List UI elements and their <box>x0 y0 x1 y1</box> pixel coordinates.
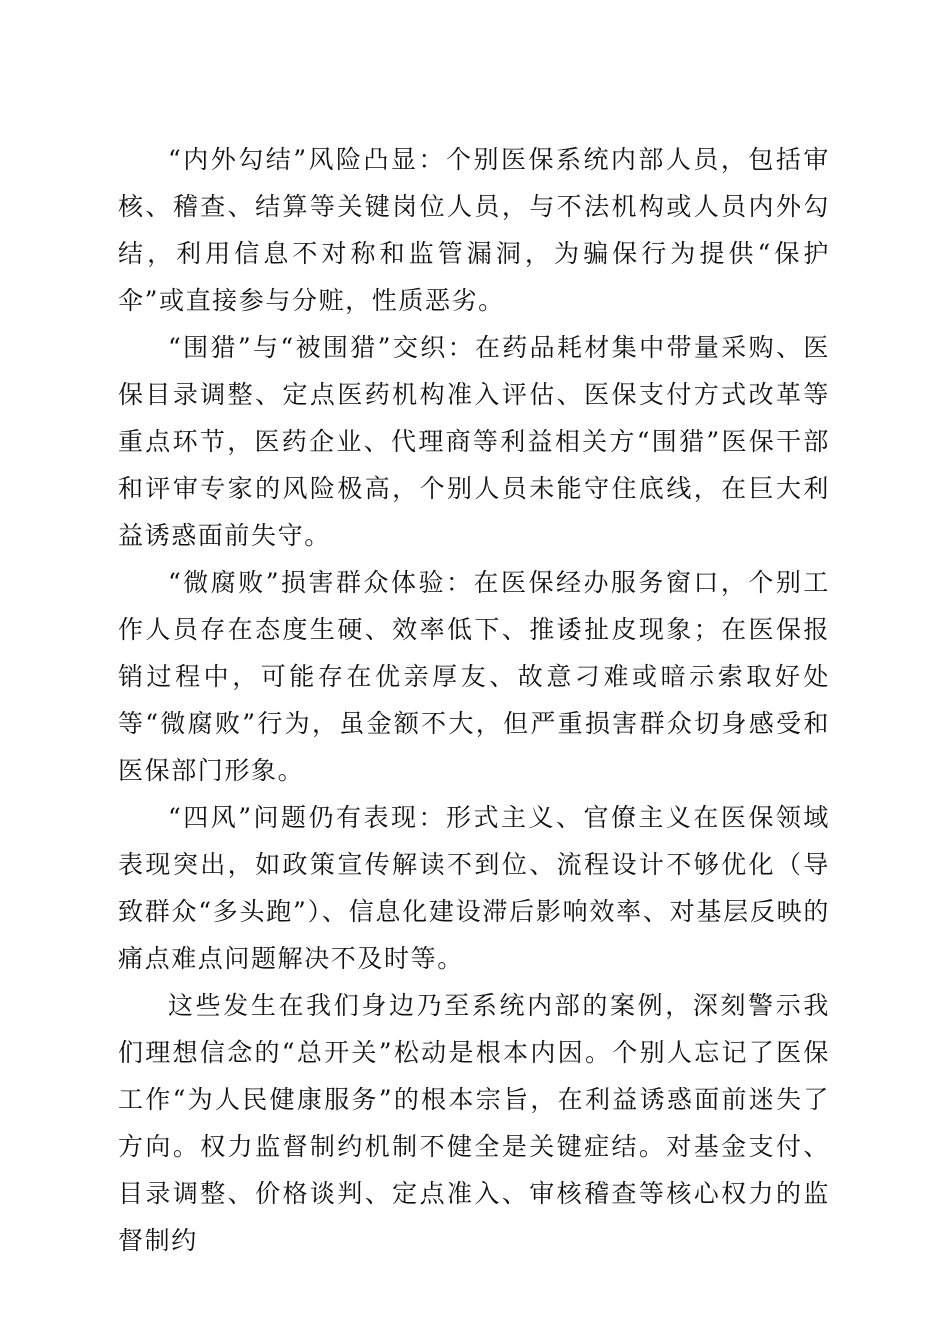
paragraph-collusion-risk: “内外勾结”风险凸显：个别医保系统内部人员，包括审核、稽查、结算等关键岗位人员，与不法机构或人员内外勾结，利用信息不对称和监管漏洞，为骗保行为提供“保护伞”或直接参与分赃，性质恶劣。 <box>118 145 830 315</box>
paragraph-micro-corruption: “微腐败”损害群众体验：在医保经办服务窗口，个别工作人员存在态度生硬、效率低下、推诿扯皮现象；在医保报销过程中，可能存在优亲厚友、故意刁难或暗示索取好处等“微腐败”行为，虽金额不大，但严重损害群众切身感受和医保部门形象。 <box>118 568 830 785</box>
paragraph-four-winds: “四风”问题仍有表现：形式主义、官僚主义在医保领域表现突出，如政策宣传解读不到位、流程设计不够优化（导致群众“多头跑”）、信息化建设滞后影响效率、对基层反映的痛点难点问题解决不及时等。 <box>118 803 830 973</box>
document-body <box>118 136 830 1264</box>
paragraph-warning-analysis: 这些发生在我们身边乃至系统内部的案例，深刻警示我们理想信念的“总开关”松动是根本内因。个别人忘记了医保工作“为人民健康服务”的根本宗旨，在利益诱惑面前迷失了方向。权力监督制约机制不健全是关键症结。对基金支付、目录调整、价格谈判、定点准入、审核稽查等核心权力的监督制约 <box>118 991 830 1255</box>
paragraph-hunting-risk: “围猎”与“被围猎”交织：在药品耗材集中带量采购、医保目录调整、定点医药机构准入评估、医保支付方式改革等重点环节，医药企业、代理商等利益相关方“围猎”医保干部和评审专家的风险极高，个别人员未能守住底线，在巨大利益诱惑面前失守。 <box>118 333 830 550</box>
